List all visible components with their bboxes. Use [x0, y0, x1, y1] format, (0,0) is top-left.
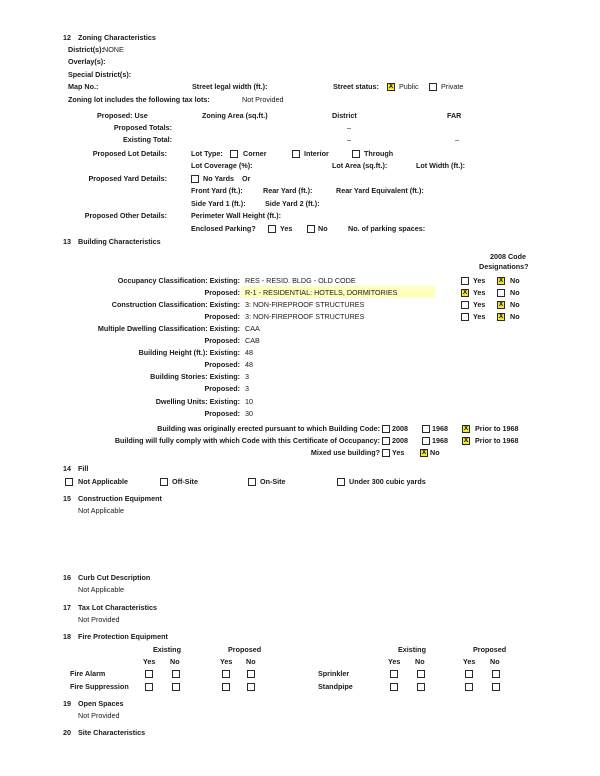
curb-cut-value: Not Applicable — [78, 585, 124, 594]
code-header-line2: Designations? — [479, 262, 529, 271]
parking-no-checkbox[interactable] — [307, 225, 315, 233]
no-label: No — [510, 300, 520, 309]
erected-prior-1968-label: Prior to 1968 — [475, 424, 519, 433]
multiple-dwelling-existing-value: CAA — [245, 324, 260, 333]
perimeter-wall-label: Perimeter Wall Height (ft.): — [191, 211, 281, 220]
construction-existing-yes-checkbox[interactable] — [461, 301, 469, 309]
districts-label: District(s): — [68, 45, 104, 54]
rear-yard-equivalent-label: Rear Yard Equivalent (ft.): — [336, 186, 424, 195]
fire-grid-group-headers — [0, 645, 600, 657]
section-18-header — [0, 632, 600, 644]
yes-label: Yes — [473, 300, 486, 309]
section-15-title: Construction Equipment — [78, 494, 162, 503]
building-stories-proposed-value: 3 — [245, 384, 249, 393]
yes-label: Yes — [473, 288, 486, 297]
multiple-dwelling-proposed-value: CAB — [245, 336, 260, 345]
open-spaces-value-row — [0, 711, 600, 723]
lot-type-label: Lot Type: — [191, 149, 223, 158]
code-designations-header-2 — [0, 262, 600, 274]
building-height-existing-row — [0, 348, 600, 360]
street-private-checkbox[interactable] — [429, 83, 437, 91]
multiple-dwelling-proposed-row — [0, 336, 600, 348]
proposed-other-details-label: Proposed Other Details: — [84, 211, 167, 220]
fill-off-site-label: Off-Site — [172, 477, 198, 486]
existing-total-row — [0, 135, 600, 147]
fire-alarm-existing-yes-checkbox[interactable] — [145, 670, 153, 678]
other-details-row — [0, 211, 600, 223]
proposed-yard-details-label: Proposed Yard Details: — [88, 174, 167, 183]
fire-suppression-proposed-yes-checkbox[interactable] — [222, 683, 230, 691]
mixed-use-row — [0, 448, 600, 460]
no-label: No — [510, 312, 520, 321]
construction-existing-label: Construction Classification: Existing: — [111, 300, 240, 309]
fill-on-site-checkbox[interactable] — [248, 478, 256, 486]
existing-total-far-value: – — [455, 135, 459, 144]
fire-left-existing-header: Existing — [153, 645, 181, 654]
multiple-dwelling-proposed-label: Proposed: — [204, 336, 240, 345]
no-header: No — [415, 657, 425, 666]
fire-left-proposed-header: Proposed — [228, 645, 262, 654]
proposed-totals-district-value: – — [347, 123, 351, 132]
section-20-number: 20 — [63, 728, 71, 737]
comply-2008-checkbox[interactable] — [382, 437, 390, 445]
overlays-row — [0, 57, 600, 69]
section-12-title: Zoning Characteristics — [78, 33, 156, 42]
lot-area-label: Lot Area (sq.ft.): — [332, 161, 388, 170]
overlays-label: Overlay(s): — [68, 57, 106, 66]
construction-existing-no-checkbox[interactable] — [497, 301, 505, 309]
no-header: No — [246, 657, 256, 666]
section-12-number: 12 — [63, 33, 71, 42]
open-spaces-value: Not Provided — [78, 711, 120, 720]
construction-proposed-value: 3: NON-FIREPROOF STRUCTURES — [245, 312, 365, 321]
front-yard-label: Front Yard (ft.): — [191, 186, 243, 195]
dwelling-units-proposed-label: Proposed: — [204, 409, 240, 418]
mixed-use-yes-label: Yes — [392, 448, 405, 457]
section-14-title: Fill — [78, 464, 89, 473]
building-height-proposed-label: Proposed: — [204, 360, 240, 369]
parking-yes-label: Yes — [280, 224, 293, 233]
lot-coverage-label: Lot Coverage (%): — [191, 161, 253, 170]
comply-code-row — [0, 436, 600, 448]
building-height-existing-value: 48 — [245, 348, 253, 357]
mixed-use-label: Mixed use building? — [310, 448, 380, 457]
construction-proposed-yes-checkbox[interactable] — [461, 313, 469, 321]
fill-on-site-label: On-Site — [260, 477, 286, 486]
tax-lots-label: Zoning lot includes the following tax lots: — [68, 95, 210, 104]
parking-spaces-label: No. of parking spaces: — [348, 224, 426, 233]
sprinkler-label: Sprinkler — [318, 669, 350, 678]
lot-interior-checkbox[interactable] — [292, 150, 300, 158]
section-16-title: Curb Cut Description — [78, 573, 151, 582]
sprinkler-existing-yes-checkbox[interactable] — [390, 670, 398, 678]
section-16-header — [0, 573, 600, 585]
building-height-proposed-value: 48 — [245, 360, 253, 369]
occupancy-existing-no-checkbox[interactable] — [497, 277, 505, 285]
occupancy-proposed-value-highlighted: R-1 - RESIDENTIAL: HOTELS, DORMITORIES — [241, 286, 435, 298]
special-districts-label: Special District(s): — [68, 70, 132, 79]
section-20-header — [0, 728, 600, 740]
dwelling-units-proposed-value: 30 — [245, 409, 253, 418]
occupancy-existing-label: Occupancy Classification: Existing: — [117, 276, 240, 285]
mixed-use-no-label: No — [430, 448, 440, 457]
street-private-label: Private — [441, 82, 464, 91]
lot-corner-checkbox[interactable] — [230, 150, 238, 158]
yard-details-row — [0, 174, 600, 186]
fill-under-300-checkbox[interactable] — [337, 478, 345, 486]
col-far: FAR — [447, 111, 462, 120]
multiple-dwelling-existing-label: Multiple Dwelling Classification: Existing: — [97, 324, 240, 333]
comply-1968-label: 1968 — [432, 436, 448, 445]
dwelling-units-existing-value: 10 — [245, 397, 253, 406]
proposed-totals-row — [0, 123, 600, 135]
construction-proposed-no-checkbox[interactable] — [497, 313, 505, 321]
enclosed-parking-row — [0, 224, 600, 236]
proposed-lot-details-label: Proposed Lot Details: — [92, 149, 167, 158]
street-width-label: Street legal width (ft.): — [192, 82, 268, 91]
building-stories-existing-label: Building Stories: Existing: — [150, 372, 240, 381]
no-header: No — [170, 657, 180, 666]
fire-grid-yes-no-headers — [0, 657, 600, 669]
lot-width-label: Lot Width (ft.): — [416, 161, 466, 170]
no-yards-label: No Yards — [203, 174, 235, 183]
standpipe-label: Standpipe — [318, 682, 353, 691]
enclosed-parking-label: Enclosed Parking? — [191, 224, 256, 233]
fire-alarm-label: Fire Alarm — [70, 669, 106, 678]
comply-prior-1968-checkbox[interactable] — [462, 437, 470, 445]
multiple-dwelling-existing-row — [0, 324, 600, 336]
fire-suppression-existing-yes-checkbox[interactable] — [145, 683, 153, 691]
front-rear-yard-row — [0, 186, 600, 198]
tax-lots-value: Not Provided — [242, 95, 284, 104]
sprinkler-proposed-yes-checkbox[interactable] — [465, 670, 473, 678]
fill-not-applicable-label: Not Applicable — [78, 477, 129, 486]
tax-lots-row — [0, 95, 600, 107]
section-15-header — [0, 494, 600, 506]
section-19-title: Open Spaces — [78, 699, 124, 708]
erected-code-label: Building was originally erected pursuant to which Building Code: — [157, 424, 380, 433]
occupancy-existing-value: RES - RESID. BLDG - OLD CODE — [245, 276, 356, 285]
occupancy-proposed-no-checkbox[interactable] — [497, 289, 505, 297]
section-13-number: 13 — [63, 237, 71, 246]
side-yard-2-label: Side Yard 2 (ft.): — [265, 199, 320, 208]
no-label: No — [510, 288, 520, 297]
mixed-use-yes-checkbox[interactable] — [382, 449, 390, 457]
street-public-checkbox[interactable] — [387, 83, 395, 91]
standpipe-existing-yes-checkbox[interactable] — [390, 683, 398, 691]
fire-alarm-proposed-yes-checkbox[interactable] — [222, 670, 230, 678]
building-stories-proposed-row — [0, 384, 600, 396]
occupancy-proposed-yes-checkbox[interactable] — [461, 289, 469, 297]
building-stories-existing-value: 3 — [245, 372, 249, 381]
rear-yard-label: Rear Yard (ft.): — [263, 186, 313, 195]
construction-existing-row — [0, 300, 600, 312]
fill-options-row — [0, 477, 600, 489]
street-public-label: Public — [399, 82, 419, 91]
tax-lot-value-row — [0, 615, 600, 627]
section-18-number: 18 — [63, 632, 71, 641]
side-yard-1-label: Side Yard 1 (ft.): — [191, 199, 246, 208]
section-13-title: Building Characteristics — [78, 237, 161, 246]
building-stories-existing-row — [0, 372, 600, 384]
sprinkler-proposed-no-checkbox[interactable] — [492, 670, 500, 678]
construction-equipment-value: Not Applicable — [78, 506, 124, 515]
col-zoning-area: Zoning Area (sq.ft.) — [202, 111, 268, 120]
erected-2008-label: 2008 — [392, 424, 408, 433]
districts-value: NONE — [103, 45, 124, 54]
sprinkler-existing-no-checkbox[interactable] — [417, 670, 425, 678]
curb-cut-value-row — [0, 585, 600, 597]
fire-alarm-existing-no-checkbox[interactable] — [172, 670, 180, 678]
erected-2008-checkbox[interactable] — [382, 425, 390, 433]
yes-header: Yes — [388, 657, 401, 666]
fill-under-300-label: Under 300 cubic yards — [349, 477, 426, 486]
fire-alarm-sprinkler-row — [0, 669, 600, 681]
fire-right-proposed-header: Proposed — [473, 645, 507, 654]
dwelling-units-proposed-row — [0, 409, 600, 421]
section-17-number: 17 — [63, 603, 71, 612]
lot-details-row — [0, 149, 600, 161]
standpipe-proposed-no-checkbox[interactable] — [492, 683, 500, 691]
section-18-title: Fire Protection Equipment — [78, 632, 168, 641]
no-label: No — [510, 276, 520, 285]
section-19-header — [0, 699, 600, 711]
yes-header: Yes — [143, 657, 156, 666]
erected-1968-checkbox[interactable] — [422, 425, 430, 433]
no-yards-checkbox[interactable] — [191, 175, 199, 183]
fire-suppression-label: Fire Suppression — [70, 682, 129, 691]
map-no-label: Map No.: — [68, 82, 99, 91]
lot-through-checkbox[interactable] — [352, 150, 360, 158]
section-13-header — [0, 237, 600, 249]
yes-header: Yes — [220, 657, 233, 666]
occupancy-existing-yes-checkbox[interactable] — [461, 277, 469, 285]
zoning-table-header-row — [0, 111, 600, 123]
comply-2008-label: 2008 — [392, 436, 408, 445]
building-stories-proposed-label: Proposed: — [204, 384, 240, 393]
construction-proposed-label: Proposed: — [204, 312, 240, 321]
fire-suppression-standpipe-row — [0, 682, 600, 694]
existing-total-label: Existing Total: — [123, 135, 172, 144]
fire-right-existing-header: Existing — [398, 645, 426, 654]
yes-header: Yes — [463, 657, 476, 666]
building-height-proposed-row — [0, 360, 600, 372]
lot-coverage-row — [0, 161, 600, 173]
section-20-title: Site Characteristics — [78, 728, 146, 737]
fill-off-site-checkbox[interactable] — [160, 478, 168, 486]
or-label: Or — [242, 174, 251, 183]
occupancy-proposed-row — [0, 288, 600, 300]
col-district: District — [332, 111, 357, 120]
comply-code-label: Building will fully comply with which Code with this Certificate of Occupancy: — [114, 436, 380, 445]
section-12-header — [0, 33, 600, 45]
street-status-label: Street status: — [333, 82, 379, 91]
dwelling-units-existing-label: Dwelling Units: Existing: — [155, 397, 240, 406]
section-17-title: Tax Lot Characteristics — [78, 603, 157, 612]
section-14-number: 14 — [63, 464, 71, 473]
proposed-totals-label: Proposed Totals: — [113, 123, 172, 132]
section-17-header — [0, 603, 600, 615]
fill-not-applicable-checkbox[interactable] — [65, 478, 73, 486]
districts-row — [0, 45, 600, 57]
erected-prior-1968-checkbox[interactable] — [462, 425, 470, 433]
lot-through-label: Through — [364, 149, 394, 158]
yes-label: Yes — [473, 276, 486, 285]
special-districts-row — [0, 70, 600, 82]
section-15-number: 15 — [63, 494, 71, 503]
standpipe-proposed-yes-checkbox[interactable] — [465, 683, 473, 691]
erected-1968-label: 1968 — [432, 424, 448, 433]
map-street-row — [0, 82, 600, 94]
comply-prior-1968-label: Prior to 1968 — [475, 436, 519, 445]
side-yards-row — [0, 199, 600, 211]
building-height-existing-label: Building Height (ft.): Existing: — [138, 348, 240, 357]
yes-label: Yes — [473, 312, 486, 321]
fire-suppression-proposed-no-checkbox[interactable] — [247, 683, 255, 691]
construction-proposed-row — [0, 312, 600, 324]
col-proposed-use: Proposed: Use — [97, 111, 148, 120]
parking-yes-checkbox[interactable] — [268, 225, 276, 233]
section-16-number: 16 — [63, 573, 71, 582]
parking-no-label: No — [318, 224, 328, 233]
fire-alarm-proposed-no-checkbox[interactable] — [247, 670, 255, 678]
no-header: No — [490, 657, 500, 666]
section-19-number: 19 — [63, 699, 71, 708]
dwelling-units-existing-row — [0, 397, 600, 409]
section-14-header — [0, 464, 600, 476]
mixed-use-no-checkbox[interactable] — [420, 449, 428, 457]
lot-corner-label: Corner — [243, 149, 267, 158]
standpipe-existing-no-checkbox[interactable] — [417, 683, 425, 691]
lot-interior-label: Interior — [304, 149, 329, 158]
occupancy-proposed-label: Proposed: — [204, 288, 240, 297]
code-header-line1: 2008 Code — [490, 252, 526, 261]
existing-total-district-value: – — [347, 135, 351, 144]
construction-equipment-value-row — [0, 506, 600, 518]
construction-existing-value: 3: NON-FIREPROOF STRUCTURES — [245, 300, 365, 309]
fire-suppression-existing-no-checkbox[interactable] — [172, 683, 180, 691]
erected-code-row — [0, 424, 600, 436]
comply-1968-checkbox[interactable] — [422, 437, 430, 445]
tax-lot-value: Not Provided — [78, 615, 120, 624]
